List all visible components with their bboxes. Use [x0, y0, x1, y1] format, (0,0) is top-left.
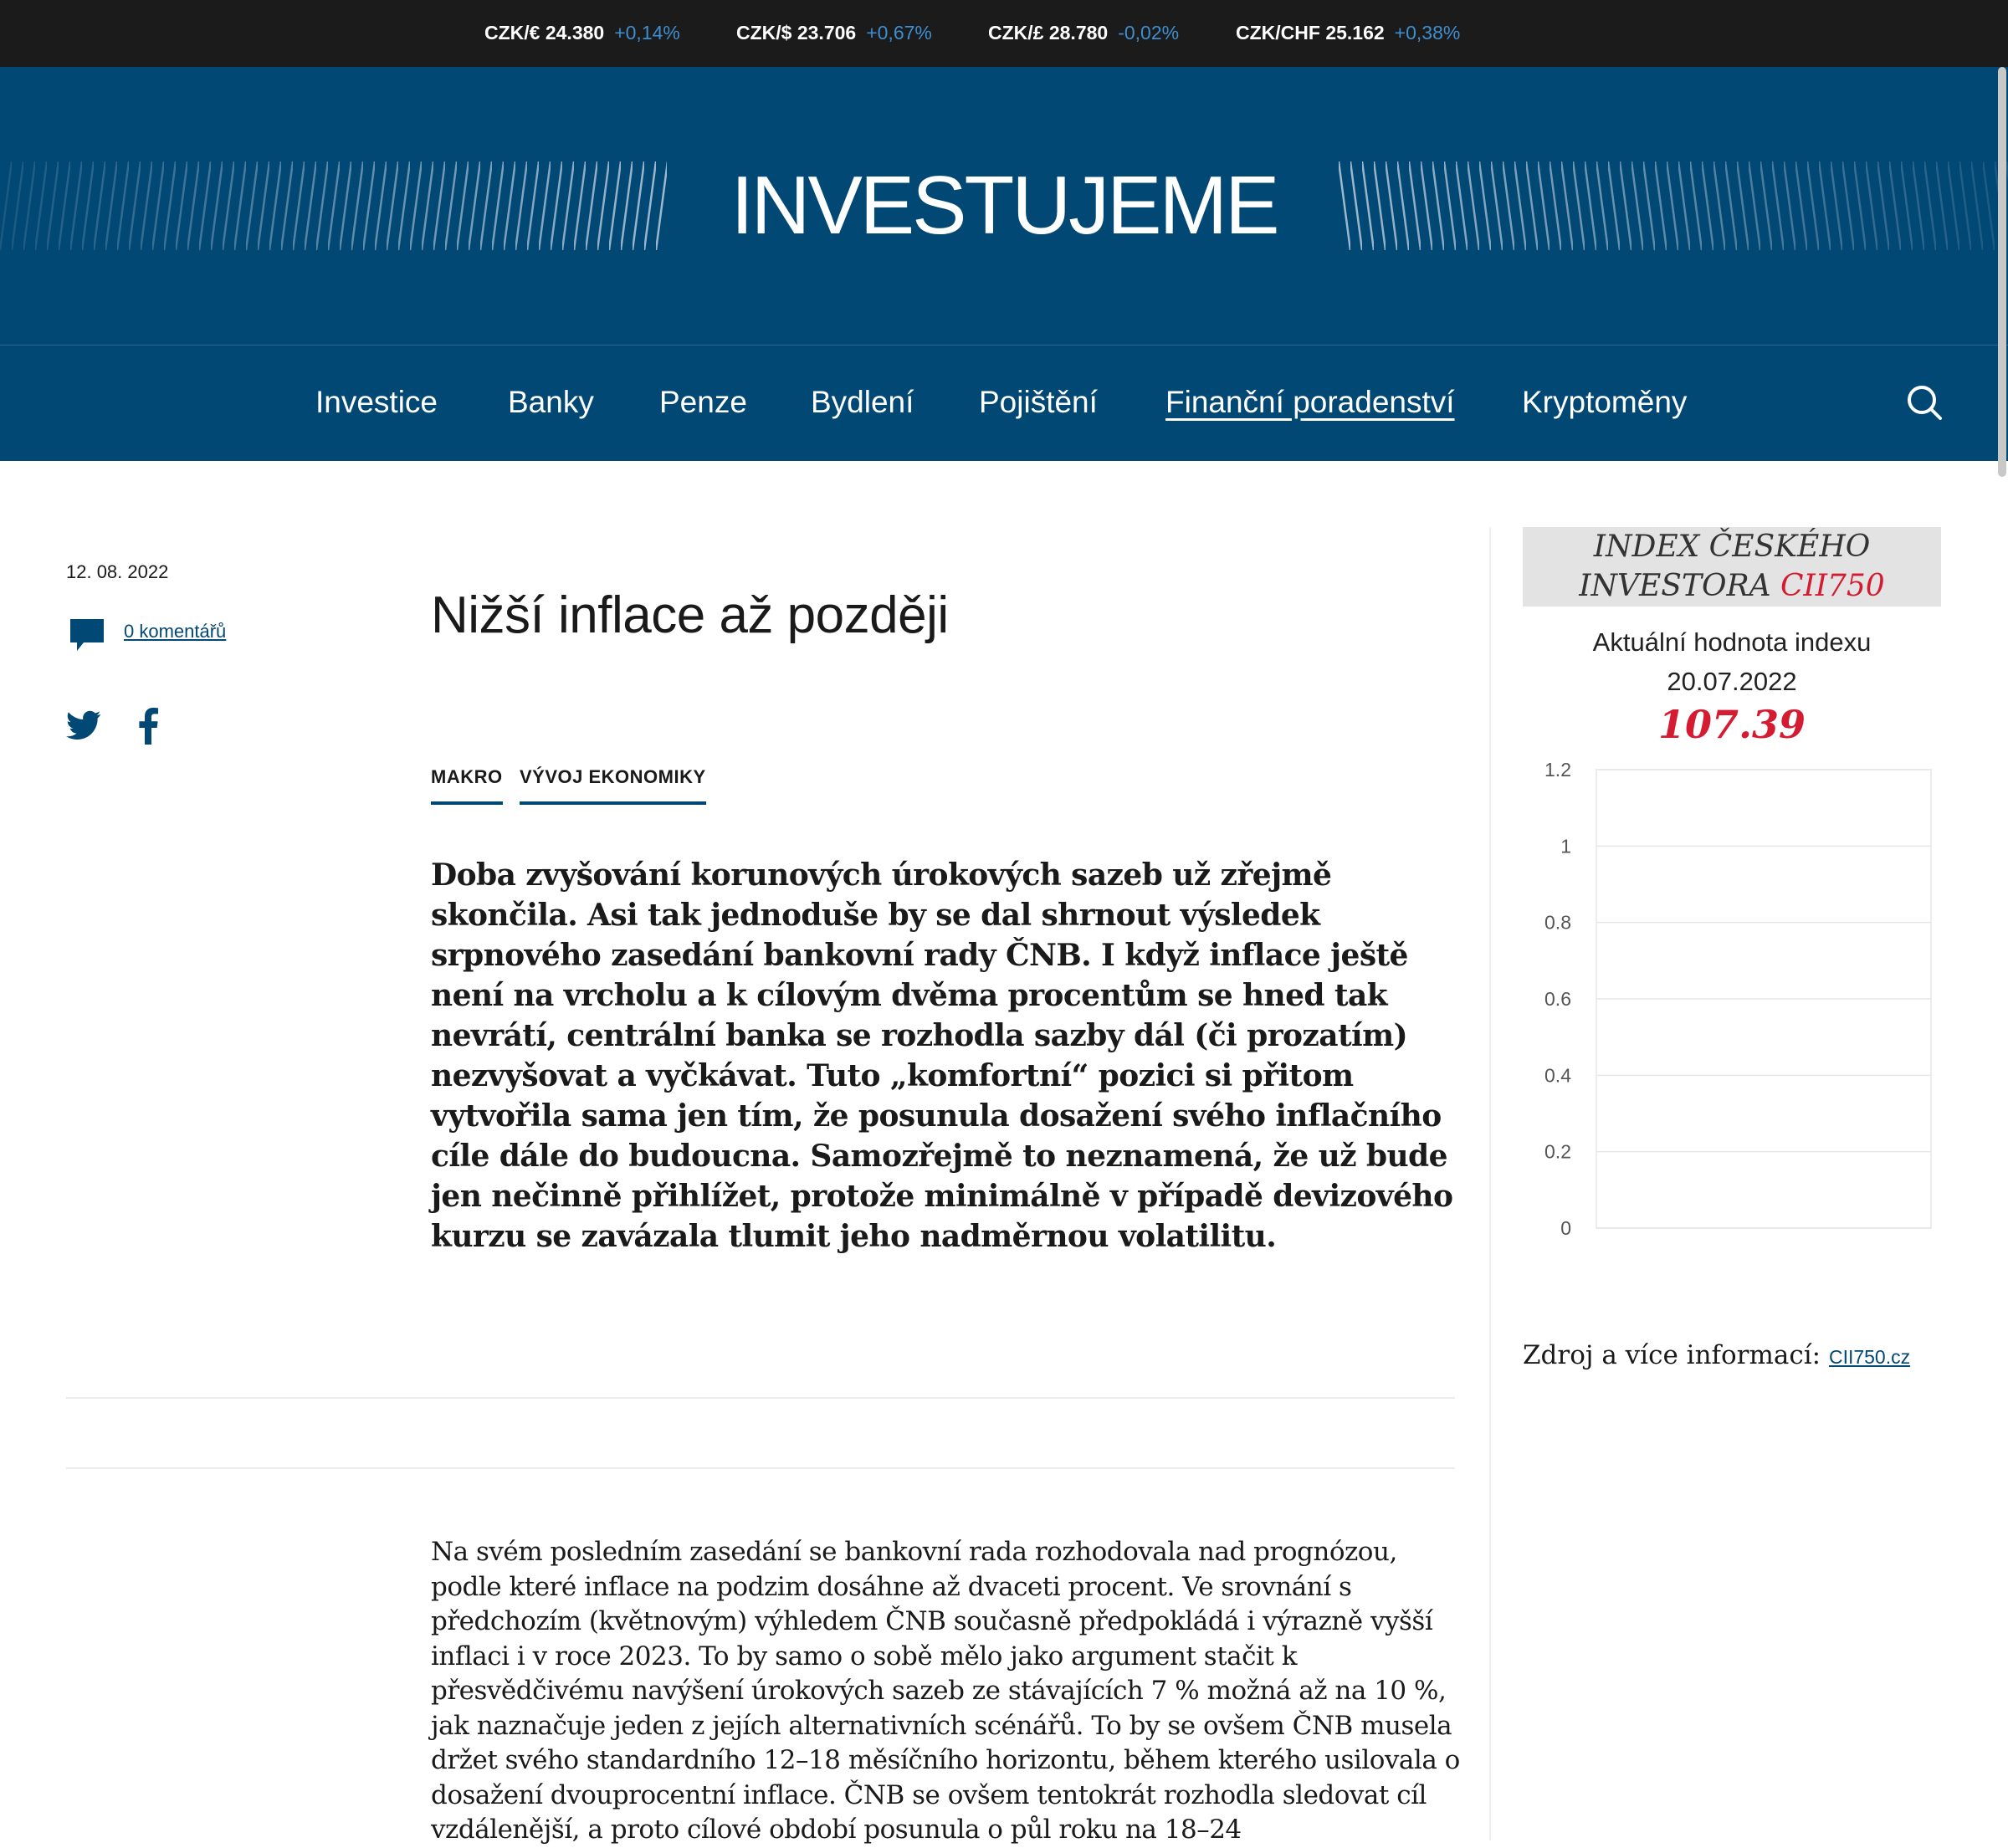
- ticker-item-gbp: [988, 20, 1179, 45]
- chart-y-tick-label: 0: [1560, 1217, 1571, 1239]
- cii-index-title[interactable]: [1523, 527, 1941, 607]
- chart-y-tick-label: 1: [1560, 835, 1571, 857]
- cii-source: [1523, 1339, 1910, 1374]
- source-link[interactable]: CII750.cz: [1828, 1346, 1911, 1368]
- search-icon[interactable]: [1906, 384, 1943, 421]
- ticker-item-usd: [736, 20, 932, 45]
- cii-date: 20.07.2022: [1667, 667, 1797, 696]
- comments-link[interactable]: 0 komentářů: [124, 621, 227, 642]
- chart-y-tick-label: 0.6: [1544, 988, 1571, 1010]
- currency-ticker: [0, 0, 2008, 67]
- cii-title-text: INVESTORA: [1579, 569, 1781, 603]
- ticker-rate: CZK/£ 28.780: [988, 22, 1109, 44]
- ticker-item-chf: [1236, 20, 1460, 45]
- chart-y-tick-label: 1.2: [1544, 759, 1571, 781]
- comment-icon[interactable]: [69, 617, 105, 653]
- cii-code: CII750: [1780, 569, 1885, 603]
- cii-value: 107.39: [1657, 702, 1806, 747]
- tag-makro[interactable]: MAKRO: [431, 765, 503, 805]
- cii-title-line1: INDEX ČESKÉHO: [1593, 530, 1871, 564]
- ticker-change: +0,67%: [866, 22, 932, 44]
- cii-subtitle: Aktuální hodnota indexu: [1592, 627, 1872, 657]
- nav-item-bydleni[interactable]: Bydlení: [811, 385, 914, 419]
- nav-item-financni-poradenstvi[interactable]: Finanční poradenství: [1165, 385, 1455, 419]
- article-body: Na svém posledním zasedání se bankovní rada rozhodovala nad prognózou, podle které inflace na podzim dosáhne až dvaceti procent. Ve srovnání s předchozím (květnovým) výhledem ČNB současně předpokládá i výrazně vyšší inflaci i v roce 2023. To by samo o sobě mělo jako argument stačit k přesvědčivému navýšení úrokových sazeb ze stávajících 7 % možná až na 10 %, jak naznačuje jeden z jejích alternativních scénářů. To by se ovšem ČNB musela držet svého standardního 12–18 měsíčního horizontu, během kterého usilovala o dosažení dvouprocentní inflace. ČNB se ovšem tentokrát rozhodla sledovat cíl vzdálenější, a proto cílové období posunula o půl roku na 18–24: [431, 1537, 1460, 1845]
- site-logo[interactable]: INVESTUJEME: [730, 159, 1278, 251]
- nav-item-penze[interactable]: Penze: [659, 385, 747, 419]
- article-lead: Doba zvyšování korunových úrokových sazeb už zřejmě skončila. Asi tak jednoduše by se dal shrnout výsledek srpnového zasedání bankovní rady ČNB. I když inflace ještě není na vrcholu a k cílovým dvěma procentům se hned tak nevrátí, centrální banka se rozhodla sazby dál (či prozatím) nezvyšovat a vyčkávat. Tuto „komfortní“ pozici si přitom vytvořila sama jen tím, že posunula dosažení svého inflačního cíle dále do budoucna. Samozřejmě to neznamená, že už bude jen nečinně přihlížet, protože minimálně v případě devizového kurzu se zavázala tlumit jeho nadměrnou volatilitu.: [431, 857, 1453, 1254]
- article-date: 12. 08. 2022: [66, 561, 169, 582]
- nav-item-pojisteni[interactable]: Pojištění: [979, 385, 1098, 419]
- nav-item-kryptomeny[interactable]: Kryptoměny: [1522, 385, 1688, 419]
- cii-chart: [1523, 753, 1941, 1247]
- divider: [66, 1397, 1455, 1399]
- nav-item-banky[interactable]: Banky: [508, 385, 594, 419]
- article-title: Nižší inflace až později: [431, 586, 949, 644]
- chart-y-tick-label: 0.4: [1544, 1064, 1571, 1087]
- twitter-icon[interactable]: [66, 709, 101, 741]
- main-nav: [0, 345, 2008, 461]
- nav-item-investice[interactable]: Investice: [315, 385, 438, 419]
- ticker-rate: CZK/CHF 25.162: [1236, 22, 1385, 44]
- facebook-icon[interactable]: [137, 708, 159, 745]
- chart-y-tick-label: 0.2: [1544, 1140, 1571, 1163]
- scrollbar-thumb[interactable]: [1998, 67, 2006, 477]
- ticker-change: +0,38%: [1394, 22, 1461, 44]
- tag-vyvoj-ekonomiky[interactable]: VÝVOJ EKONOMIKY: [520, 765, 706, 805]
- ticker-change: +0,14%: [614, 22, 680, 44]
- cii-title-line2: [1523, 566, 1941, 606]
- chart-y-tick-label: 0.8: [1544, 911, 1571, 934]
- sidebar-divider: [1489, 527, 1491, 1840]
- ticker-item-eur: [484, 20, 680, 45]
- ticker-rate: CZK/€ 24.380: [484, 22, 605, 44]
- divider: [66, 1467, 1455, 1469]
- site-header: [0, 67, 2008, 345]
- source-label: Zdroj a více informací:: [1523, 1340, 1829, 1370]
- ticker-change: -0,02%: [1118, 22, 1180, 44]
- ticker-rate: CZK/$ 23.706: [736, 22, 857, 44]
